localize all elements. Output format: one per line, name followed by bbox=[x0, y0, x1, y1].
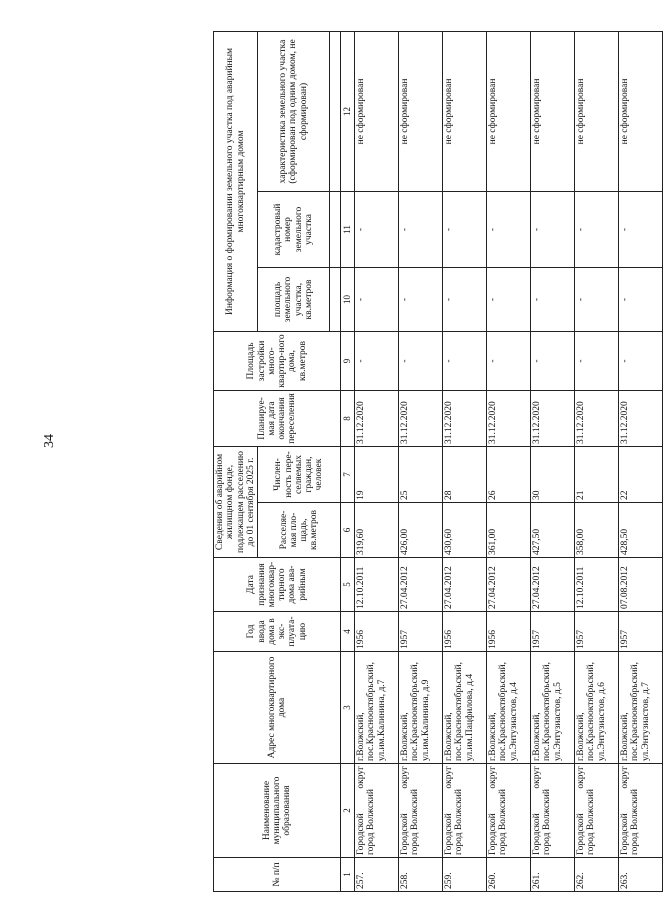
header-spacer bbox=[330, 191, 341, 267]
header-number: № п/п bbox=[214, 858, 341, 892]
cell-plot-status: не сформирован bbox=[399, 31, 443, 191]
cell-municipality: Городской округ город Волжский bbox=[487, 764, 531, 858]
cell-building-area: - bbox=[355, 331, 399, 390]
column-number: 10 bbox=[341, 267, 355, 331]
cell-cadastral-number: - bbox=[531, 191, 575, 267]
cell-number: 259. bbox=[443, 858, 487, 892]
cell-emergency-date: 27.04.2012 bbox=[531, 558, 575, 612]
cell-cadastral-number: - bbox=[399, 191, 443, 267]
cell-people-count: 28 bbox=[443, 446, 487, 502]
cell-plot-area: - bbox=[575, 267, 619, 331]
cell-address: г.Волжский, пос.Краснооктябрьский, ул.Энтузиастов, д.7 bbox=[619, 652, 663, 764]
cell-cadastral-number: - bbox=[619, 191, 663, 267]
cell-plot-status: не сформирован bbox=[487, 31, 531, 191]
table-row bbox=[487, 31, 531, 891]
cell-emergency-date: 07.08.2012 bbox=[619, 558, 663, 612]
table-row bbox=[575, 31, 619, 891]
cell-municipality: Городской округ город Волжский bbox=[443, 764, 487, 858]
table-header bbox=[214, 31, 355, 891]
cell-building-area: - bbox=[443, 331, 487, 390]
column-number: 2 bbox=[341, 764, 355, 858]
cell-resettled-area: 358,00 bbox=[575, 503, 619, 558]
column-numbers-row bbox=[341, 31, 355, 891]
cell-year: 1957 bbox=[531, 612, 575, 652]
cell-people-count: 21 bbox=[575, 446, 619, 502]
cell-plot-area: - bbox=[487, 267, 531, 331]
cell-resettled-area: 426,00 bbox=[399, 503, 443, 558]
cell-municipality: Городской округ город Волжский bbox=[399, 764, 443, 858]
cell-address: г.Волжский, пос.Краснооктябрьский, ул.им.Калинина, д.7 bbox=[355, 652, 399, 764]
table-row bbox=[399, 31, 443, 891]
page-number: 34 bbox=[42, 434, 57, 448]
cell-people-count: 26 bbox=[487, 446, 531, 502]
cell-people-count: 25 bbox=[399, 446, 443, 502]
cell-year: 1956 bbox=[355, 612, 399, 652]
cell-people-count: 30 bbox=[531, 446, 575, 502]
header-resettled-area: Расселяе-мая пло-щадь, кв.метров bbox=[258, 503, 341, 558]
header-people-count: Числен-ность пере-селяемых граждан, человек bbox=[258, 446, 341, 502]
cell-address: г.Волжский, пос.Краснооктябрьский, ул.Энтузиастов, д.6 bbox=[575, 652, 619, 764]
header-group-land-plot: Информация о формировании земельного участка под аварийным многоквартирным домом bbox=[214, 31, 258, 331]
header-building-area: Площадь застройки много-квартир-ного дома, кв.метров bbox=[214, 331, 341, 390]
cell-address: г.Волжский, пос.Краснооктябрьский, ул.Энтузиастов, д.5 bbox=[531, 652, 575, 764]
table-row bbox=[619, 31, 663, 891]
cell-plot-status: не сформирован bbox=[443, 31, 487, 191]
cell-number: 263. bbox=[619, 858, 663, 892]
table-row bbox=[531, 31, 575, 891]
cell-municipality: Городской округ город Волжский bbox=[355, 764, 399, 858]
cell-building-area: - bbox=[399, 331, 443, 390]
cell-municipality: Городской округ город Волжский bbox=[619, 764, 663, 858]
column-number: 7 bbox=[341, 446, 355, 502]
header-municipality: Наименование муниципального образования bbox=[214, 764, 341, 858]
column-number: 12 bbox=[341, 31, 355, 191]
cell-resettled-area: 319,60 bbox=[355, 503, 399, 558]
header-cadastral-number: кадастровый номер земельного участка bbox=[258, 191, 330, 267]
cell-people-count: 19 bbox=[355, 446, 399, 502]
cell-cadastral-number: - bbox=[575, 191, 619, 267]
cell-emergency-date: 27.04.2012 bbox=[443, 558, 487, 612]
cell-planned-date: 31.12.2020 bbox=[443, 390, 487, 446]
cell-resettled-area: 361,00 bbox=[487, 503, 531, 558]
column-number: 8 bbox=[341, 390, 355, 446]
cell-year: 1957 bbox=[619, 612, 663, 652]
cell-plot-status: не сформирован bbox=[575, 31, 619, 191]
column-number: 6 bbox=[341, 503, 355, 558]
cell-number: 261. bbox=[531, 858, 575, 892]
cell-plot-area: - bbox=[399, 267, 443, 331]
cell-plot-area: - bbox=[355, 267, 399, 331]
cell-number: 257. bbox=[355, 858, 399, 892]
cell-number: 262. bbox=[575, 858, 619, 892]
column-number: 4 bbox=[341, 612, 355, 652]
header-plot-area: площадь земельного участка, кв.метров bbox=[258, 267, 330, 331]
cell-plot-area: - bbox=[619, 267, 663, 331]
header-emergency-date: Дата признания многоквар-тирного дома ава-рийным bbox=[214, 558, 341, 612]
cell-resettled-area: 428,50 bbox=[619, 503, 663, 558]
cell-cadastral-number: - bbox=[443, 191, 487, 267]
column-number: 11 bbox=[341, 191, 355, 267]
cell-address: г.Волжский, пос.Краснооктябрьский, ул.им.Калинина, д.9 bbox=[399, 652, 443, 764]
table-row bbox=[355, 31, 399, 891]
column-number: 9 bbox=[341, 331, 355, 390]
cell-people-count: 22 bbox=[619, 446, 663, 502]
cell-emergency-date: 27.04.2012 bbox=[399, 558, 443, 612]
cell-resettled-area: 430,60 bbox=[443, 503, 487, 558]
cell-plot-status: не сформирован bbox=[619, 31, 663, 191]
cell-planned-date: 31.12.2020 bbox=[487, 390, 531, 446]
header-group-resettlement: Сведения об аварийном жилищном фонде, подлежащем расселению до 01 сентября 2025 г. bbox=[214, 446, 258, 557]
header-year: Год ввода дома в экс-плуата-цию bbox=[214, 612, 341, 652]
cell-address: г.Волжский, пос.Краснооктябрьский, ул.Энтузиастов, д.4 bbox=[487, 652, 531, 764]
cell-plot-status: не сформирован bbox=[355, 31, 399, 191]
header-planned-date: Планируе-мая дата окончания переселения bbox=[214, 390, 341, 446]
cell-emergency-date: 12.10.2011 bbox=[355, 558, 399, 612]
cell-address: г.Волжский, пос.Краснооктябрьский, ул.им.Пацфилова, д.4 bbox=[443, 652, 487, 764]
cell-year: 1957 bbox=[399, 612, 443, 652]
column-number: 5 bbox=[341, 558, 355, 612]
header-spacer bbox=[330, 267, 341, 331]
cell-cadastral-number: - bbox=[487, 191, 531, 267]
cell-municipality: Городской округ город Волжский bbox=[575, 764, 619, 858]
cell-planned-date: 31.12.2020 bbox=[531, 390, 575, 446]
cell-municipality: Городской округ город Волжский bbox=[531, 764, 575, 858]
cell-building-area: - bbox=[619, 331, 663, 390]
cell-emergency-date: 27.04.2012 bbox=[487, 558, 531, 612]
cell-number: 258. bbox=[399, 858, 443, 892]
cell-year: 1956 bbox=[443, 612, 487, 652]
cell-number: 260. bbox=[487, 858, 531, 892]
cell-plot-area: - bbox=[443, 267, 487, 331]
cell-planned-date: 31.12.2020 bbox=[355, 390, 399, 446]
cell-emergency-date: 12.10.2011 bbox=[575, 558, 619, 612]
table-body bbox=[355, 31, 663, 891]
cell-year: 1956 bbox=[487, 612, 531, 652]
cell-planned-date: 31.12.2020 bbox=[399, 390, 443, 446]
cell-plot-status: не сформирован bbox=[531, 31, 575, 191]
header-plot-status: характеристика земельного участка (сформирован под одним домом, не сформирован) bbox=[258, 31, 330, 191]
cell-cadastral-number: - bbox=[355, 191, 399, 267]
column-number: 1 bbox=[341, 858, 355, 892]
header-spacer bbox=[330, 31, 341, 191]
column-number: 3 bbox=[341, 652, 355, 764]
cell-plot-area: - bbox=[531, 267, 575, 331]
cell-building-area: - bbox=[487, 331, 531, 390]
cell-resettled-area: 427,50 bbox=[531, 503, 575, 558]
cell-planned-date: 31.12.2020 bbox=[619, 390, 663, 446]
cell-building-area: - bbox=[531, 331, 575, 390]
housing-table bbox=[213, 31, 663, 892]
cell-planned-date: 31.12.2020 bbox=[575, 390, 619, 446]
cell-year: 1957 bbox=[575, 612, 619, 652]
cell-building-area: - bbox=[575, 331, 619, 390]
header-address: Адрес многоквартирного дома bbox=[214, 652, 341, 764]
rotated-table-container bbox=[213, 32, 651, 892]
table-row bbox=[443, 31, 487, 891]
